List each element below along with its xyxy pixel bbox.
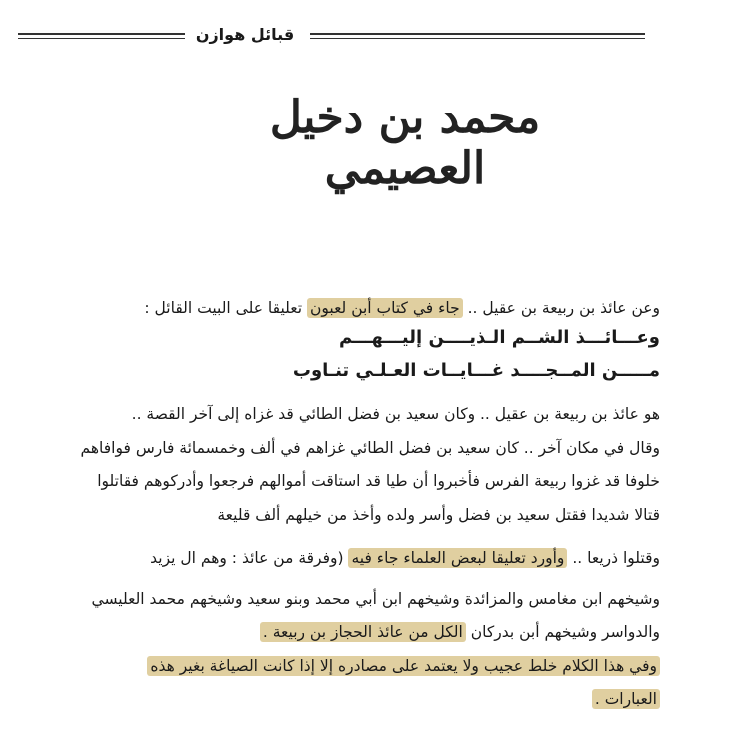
para2-line-5: [592, 688, 660, 710]
highlight-lineage: الكل من عائذ الحجاز بن ربيعة .: [260, 622, 466, 642]
highlight-source: جاء في كتاب أبن لعبون: [307, 298, 463, 318]
header-rule-left: [18, 33, 185, 35]
para2-line-3: [260, 621, 660, 643]
intro-text-end: تعليقا على البيت القائل :: [144, 299, 303, 317]
verse-line-2: مـــــن المــجــــد غـــايــات العـلـي تنـاوب: [292, 360, 660, 381]
body-line-1: هو عائذ بن ربيعة بن عقيل .. وكان سعيد بن فضل الطائي قد غزاه إلى آخر القصة ..: [131, 405, 660, 423]
body-line-4: قتالا شديدا فقتل سعيد بن فضل وأسر ولده وأخذ من خيلهم ألف قليعة: [217, 506, 660, 524]
para2-text-end: (وفرقة من عائذ : وهم ال يزيد: [150, 549, 344, 567]
running-header-title: قبائل هوازن: [195, 25, 295, 44]
highlight-critique-end: العبارات .: [592, 689, 660, 709]
intro-text-start: وعن عائذ بن ربيعة بن عقيل ..: [467, 299, 660, 317]
para2-line-2: وشيخهم ابن مغامس والمزائدة وشيخهم ابن أبي محمد وبنو سعيد وشيخهم محمد العليسي: [91, 590, 660, 608]
para2-line3-text: والدواسر وشيخهم أبن بدركان: [470, 623, 660, 641]
para2-text-start: وقتلوا ذريعا ..: [572, 549, 660, 567]
body-line-3: خلوفا قد غزوا ربيعة الفرس فأخبروا أن طيا قد استاقت أموالهم فرجعوا وأدركوهم فقاتلوا: [97, 472, 660, 490]
para2-line-4: [147, 655, 660, 677]
intro-line: [144, 297, 660, 319]
header-rule-right: [310, 33, 645, 35]
para2-line-1: [150, 547, 660, 569]
body-line-2: وقال في مكان آخر .. كان سعيد بن فضل الطائي غزاهم في ألف وخمسمائة فارس فوافاهم: [80, 439, 660, 457]
chapter-title: محمد بن دخيل العصيمي: [269, 92, 541, 194]
highlight-scholar-comment: وأورد تعليقا لبعض العلماء جاء فيه: [348, 548, 567, 568]
highlight-critique: وفي هذا الكلام خلط عجيب ولا يعتمد على مصادره إلا إذا كانت الصياغة بغير هذه: [147, 656, 660, 676]
verse-line-1: وعـــائـــذ الشــم الـذيــــن إليـــهـــم: [338, 327, 660, 348]
